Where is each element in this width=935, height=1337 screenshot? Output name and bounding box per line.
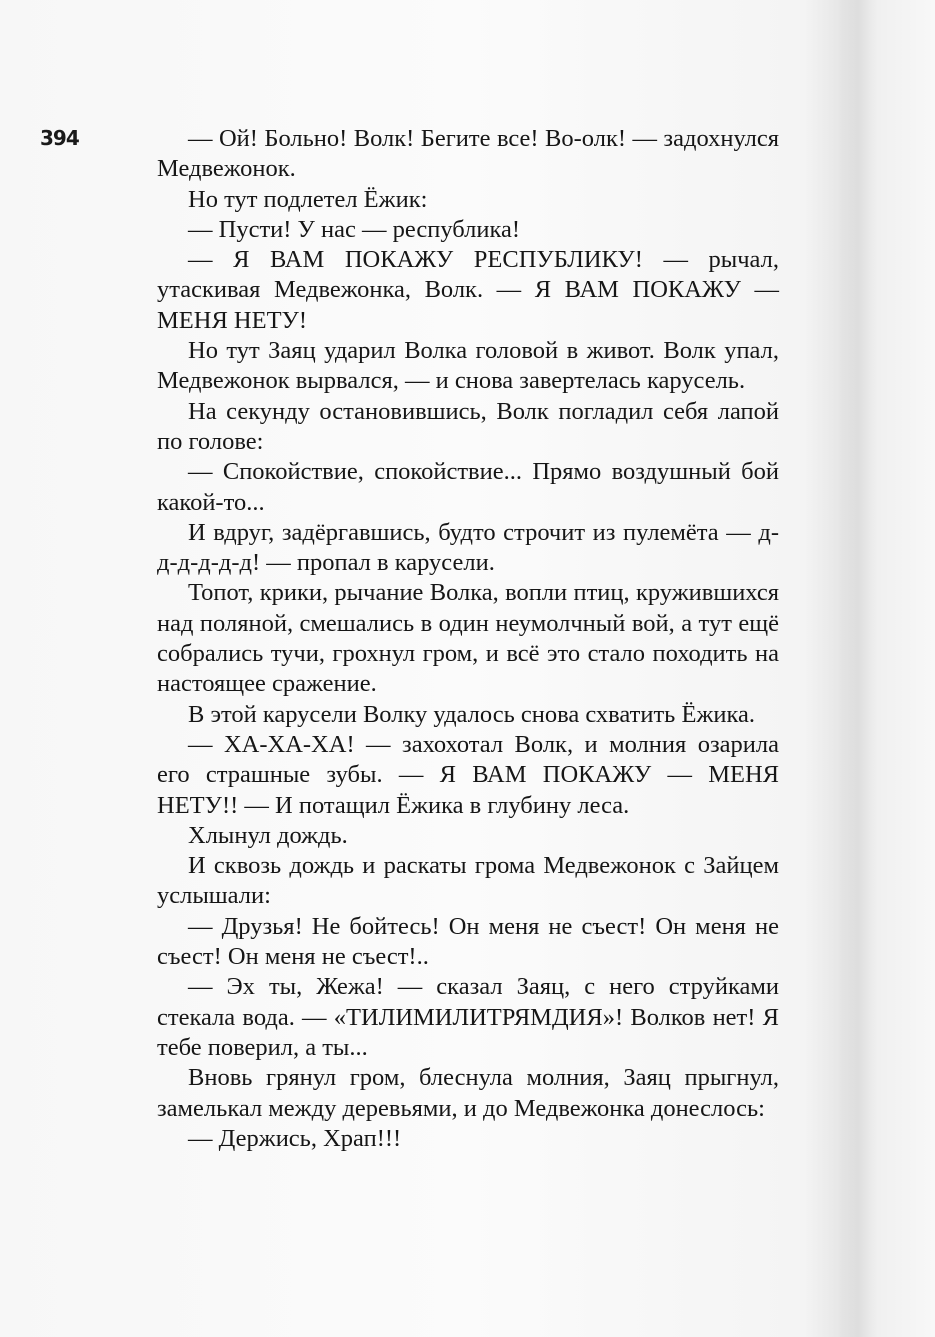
paragraph: — Спокойствие, спокойствие... Прямо воздушный бой какой-то... — [157, 458, 779, 516]
paragraph: Но тут Заяц ударил Волка головой в живот. Волк упал, Медвежонок вырвался, — и снова завертелась карусель. — [157, 337, 779, 395]
spine-shadow — [838, 0, 878, 1337]
body-text — [157, 124, 779, 1154]
paragraph: — Пусти! У нас — республика! — [188, 215, 521, 243]
paragraph: Хлынул дождь. — [188, 821, 348, 849]
paragraph: Топот, крики, рычание Волка, вопли птиц, кружившихся над поляной, смешались в один неумолчный вой, а тут ещё собрались тучи, грохнул гром, и всё это стало походить на настоящее сражение. — [157, 579, 779, 698]
paragraph: Вновь грянул гром, блеснула молния, Заяц прыгнул, замелькал между деревьями, и до Медвежонка донеслось: — [157, 1064, 779, 1122]
paragraph: — Держись, Храп!!! — [188, 1124, 402, 1152]
paragraph: Но тут подлетел Ёжик: — [188, 185, 428, 213]
paragraph: — Ой! Больно! Волк! Бегите все! Во-олк! — задохнулся Медвежонок. — [157, 125, 779, 183]
paragraph: — Я ВАМ ПОКАЖУ РЕСПУБЛИКУ! — рычал, утаскивая Медвежонка, Волк. — Я ВАМ ПОКАЖУ — МЕНЯ НЕТУ! — [157, 246, 779, 334]
paragraph: — ХА-ХА-ХА! — захохотал Волк, и молния озарила его страшные зубы. — Я ВАМ ПОКАЖУ — МЕНЯ НЕТУ!! — И потащил Ёжика в глубину леса. — [157, 730, 779, 819]
paragraph: И сквозь дождь и раскаты грома Медвежонок с Зайцем услышали: — [157, 852, 779, 910]
page-number: 394 — [40, 126, 79, 150]
paragraph: И вдруг, задёргавшись, будто строчит из пулемёта — д-д-д-д-д-д! — пропал в карусели. — [157, 518, 779, 577]
paragraph: В этой карусели Волку удалось снова схватить Ёжика. — [188, 700, 756, 728]
paragraph: — Эх ты, Жежа! — сказал Заяц, с него струйками стекала вода. — «ТИЛИМИЛИТРЯМДИЯ»! Волков нет! Я тебе поверил, а ты... — [157, 973, 779, 1061]
paragraph: — Друзья! Не бойтесь! Он меня не съест! Он меня не съест! Он меня не съест!.. — [157, 912, 779, 971]
paragraph: На секунду остановившись, Волк погладил себя лапой по голове: — [157, 397, 779, 455]
